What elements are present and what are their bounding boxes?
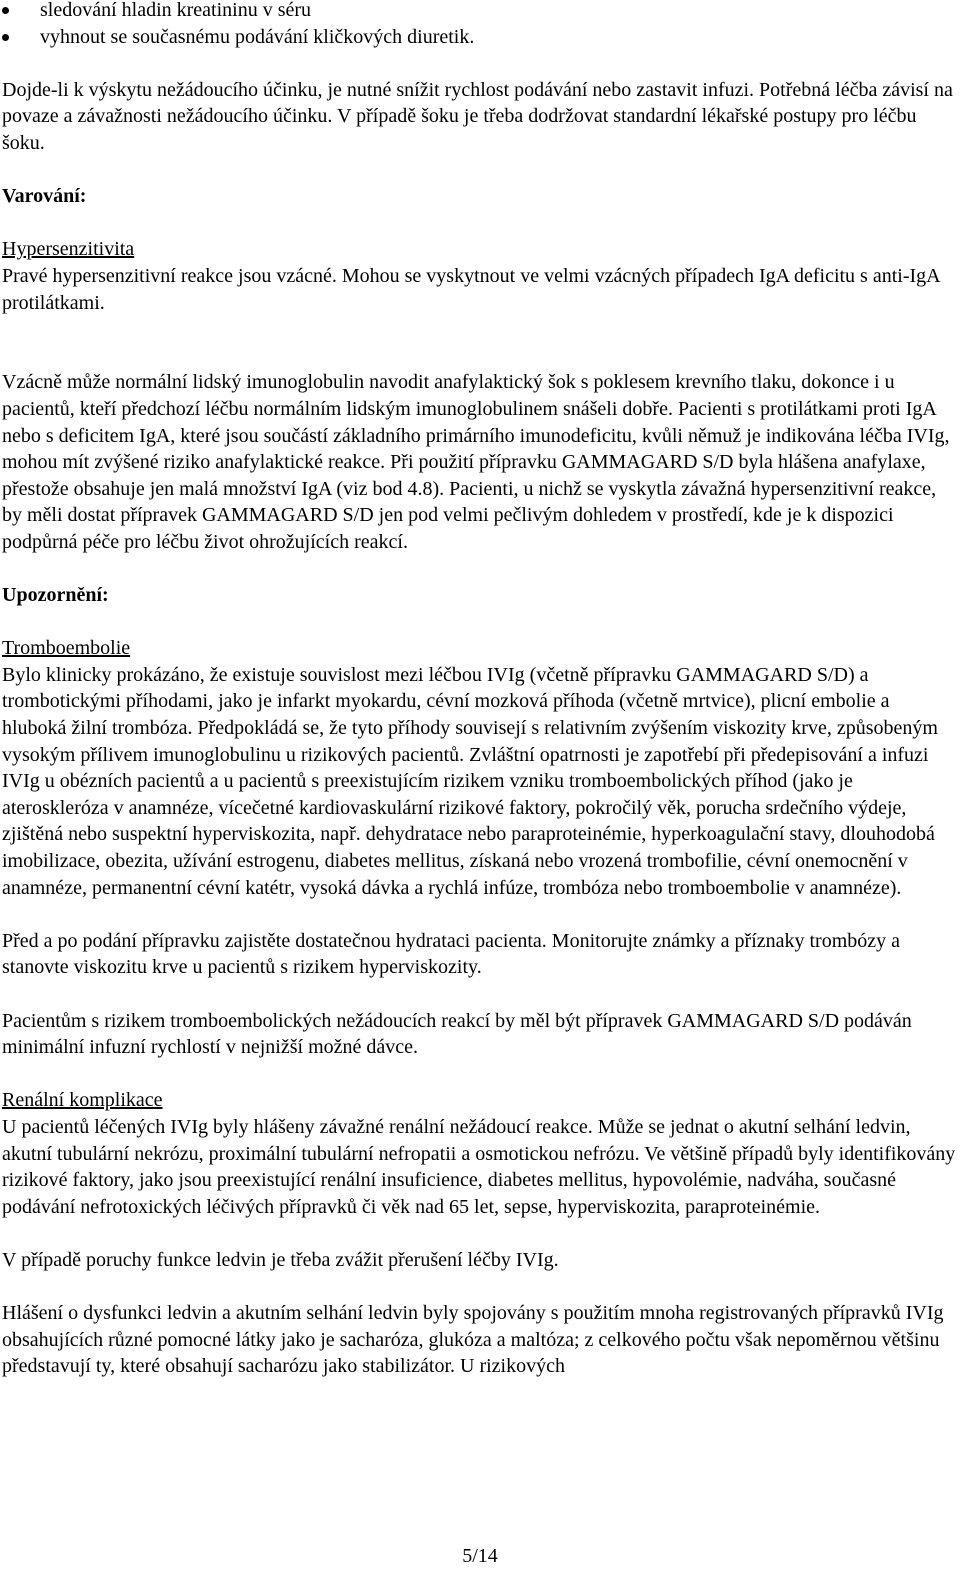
paragraph-adverse-reactions: Dojde-li k výskytu nežádoucího účinku, je nutné snížit rychlost podávání nebo zastavit infuzi. Potřebná léčba závisí na povaze a závažnosti nežádoucího účinku. V případě šoku je třeba dodržovat standardní lékařské postupy pro léčbu šoku. bbox=[2, 78, 953, 154]
bullet-icon bbox=[2, 34, 9, 41]
paragraph-hydration: Před a po podání přípravku zajistěte dostatečnou hydrataci pacienta. Monitorujte známky a příznaky trombózy a stanovte viskozitu krve u pacientů s rizikem hyperviskozity. bbox=[2, 929, 901, 979]
paragraph-hypersensitivity: Pravé hypersenzitivní reakce jsou vzácné. Mohou se vyskytnout ve velmi vzácných případech IgA deficitu s anti-IgA protilátkami. bbox=[2, 264, 940, 314]
subheading-thromboembolism: Tromboembolie bbox=[2, 637, 131, 660]
list-item bbox=[2, 24, 958, 51]
paragraph-renal-interrupt: V případě poruchy funkce ledvin je třeba zvážit přerušení léčby IVIg. bbox=[2, 1248, 559, 1271]
list-item bbox=[2, 0, 958, 24]
paragraph-thromboembolism: Bylo klinicky prokázáno, že existuje souvislost mezi léčbou IVIg (včetně přípravku GAMMAGARD S/D) a trombotickými příhodami, jako je infarkt myokardu, cévní mozková příhoda (včetně mrtvice), plicní embolie a hluboká žilní trombóza. Předpokládá se, že tyto příhody souvisejí s relativním zvýšením viskozity krve, způsobeným vysokým přílivem imunoglobulinu u rizikových pacientů. Zvláštní opatrnosti je zapotřebí při předepisování a infuzi IVIg u obézních pacientů a u pacientů s preexistujícím rizikem vzniku tromboembolických příhod (jako je ateroskleróza v anamnéze, vícečetné kardiovaskulární rizikové faktory, pokročilý věk, porucha srdečního výdeje, zjištěná nebo suspektní hyperviskozita, např. dehydratace nebo paraproteinémie, hyperkoagulační stavy, dlouhodobá imobilizace, obezita, užívání estrogenu, diabetes mellitus, získaná nebo vrozená trombofilie, cévní onemocnění v anamnéze, permanentní cévní katétr, vysoká dávka a rychlá infúze, trombóza nebo tromboembolie v anamnéze). bbox=[2, 663, 938, 899]
paragraph-renal: U pacientů léčených IVIg byly hlášeny závažné renální nežádoucí reakce. Může se jednat o akutní selhání ledvin, akutní tubulární nekrózu, proximální tubulární nefropatii a osmotickou nefrózu. Ve většině případů byly identifikovány rizikové faktory, jako jsou preexistující renální insuficience, diabetes mellitus, hypovolémie, nadváha, současné podávání nefrotoxických léčivých přípravků či věk nad 65 let, sepse, hyperviskozita, paraproteinémie. bbox=[2, 1115, 956, 1218]
bullet-icon bbox=[2, 7, 9, 14]
paragraph-anaphylaxis: Vzácně může normální lidský imunoglobulin navodit anafylaktický šok s poklesem krevního tlaku, dokonce i u pacientů, kteří předchozí léčbu normálním lidským imunoglobulinem snášeli dobře. Pacienti s protilátkami proti IgA nebo s deficitem IgA, které jsou součástí základního primárního imunodeficitu, kvůli němuž je indikována léčba IVIg, mohou mít zvýšené riziko anafylaktické reakce. Při použití přípravku GAMMAGARD S/D byla hlášena anafylaxe, přestože obsahuje jen malá množství IgA (viz bod 4.8). Pacienti, u nichž se vyskytla závažná hypersenzitivní reakce, by měli dostat přípravek GAMMAGARD S/D jen pod velmi pečlivým dohledem v prostředí, kde je k dispozici podpůrná péče pro léčbu život ohrožujících reakcí. bbox=[2, 371, 950, 553]
document-page bbox=[2, 0, 958, 1380]
page-number: 5/14 bbox=[462, 1545, 498, 1567]
list-item-text: vyhnout se současnému podávání kličkových diuretik. bbox=[40, 25, 475, 48]
paragraph-sucrose: Hlášení o dysfunkci ledvin a akutním selhání ledvin byly spojovány s použitím mnoha registrovaných přípravků IVIg obsahujících různé pomocné látky jako je sacharóza, glukóza a maltóza; z celkového počtu však nepoměrnou většinu představují ty, které obsahují sacharózu jako stabilizátor. U rizikových bbox=[2, 1302, 944, 1378]
subheading-hypersensitivity: Hypersenzitivita bbox=[2, 238, 135, 261]
subheading-renal-complications: Renální komplikace bbox=[2, 1089, 163, 1112]
paragraph-minimum-rate: Pacientům s rizikem tromboembolických nežádoucích reakcí by měl být přípravek GAMMAGARD S/D podáván minimální infuzní rychlostí v nejnižší možné dávce. bbox=[2, 1009, 912, 1059]
heading-warnings: Varování: bbox=[2, 185, 87, 208]
heading-precautions: Upozornění: bbox=[2, 584, 109, 607]
bullet-list bbox=[2, 0, 958, 50]
list-item-text: sledování hladin kreatininu v séru bbox=[40, 0, 312, 21]
